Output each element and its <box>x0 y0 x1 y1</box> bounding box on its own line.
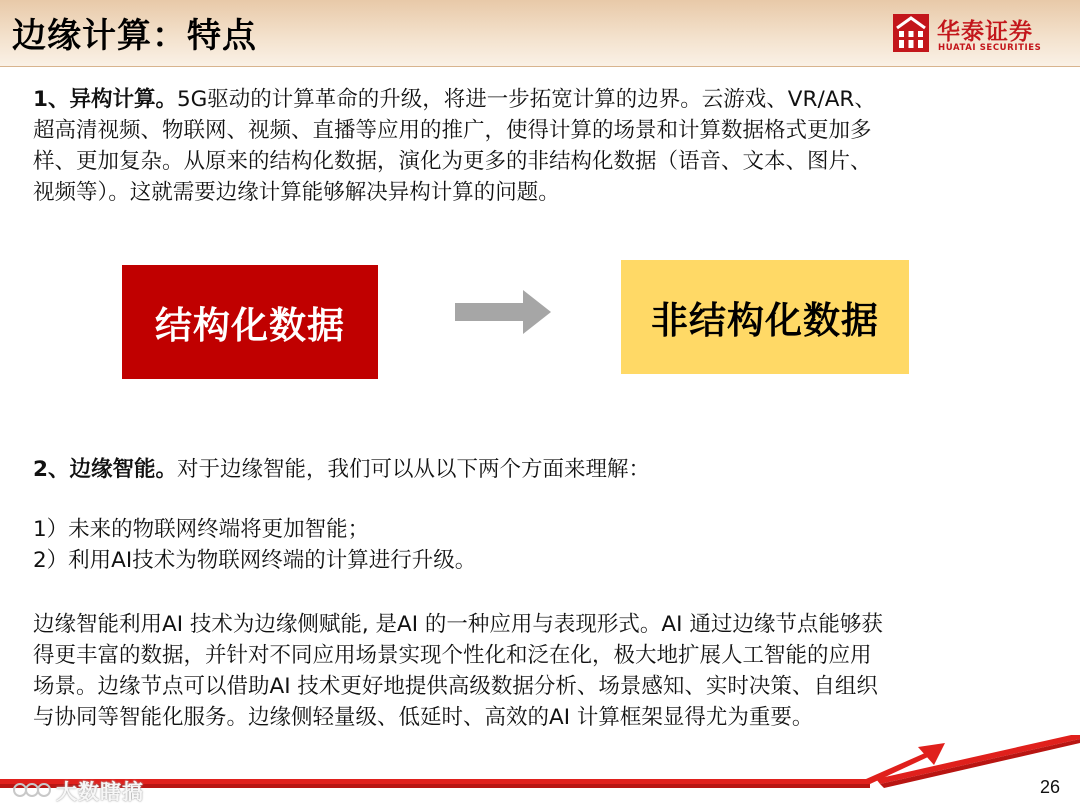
page-number: 26 <box>1040 777 1061 797</box>
section1-line-4: 视频等）。这就需要边缘计算能够解决异构计算的问题。 <box>33 180 560 205</box>
section-heterogeneous-computing <box>33 84 876 208</box>
structured-data-label: 结构化数据 <box>155 304 345 347</box>
right-arrow-icon <box>455 290 551 334</box>
footer-red-arrow-line <box>0 735 1080 810</box>
section1-line-3: 样、更加复杂。从原来的结构化数据，演化为更多的非结构化数据（语音、文本、图片、 <box>33 149 872 174</box>
section2-body-line-1: 边缘智能利用AI 技术为边缘侧赋能, 是AI 的一种应用与表现形式。AI 通过边缘节点能够获 <box>33 612 883 637</box>
watermark-text: 大数瞎搞 <box>56 780 144 804</box>
huatai-logo-icon <box>893 14 929 52</box>
slide-header <box>0 0 1080 67</box>
section1-heading: 1、异构计算。 <box>33 87 177 112</box>
section2-body <box>33 609 883 733</box>
section2-list <box>33 514 476 576</box>
slide-title: 边缘计算：特点 <box>12 16 257 56</box>
logo-name-en: HUATAI SECURITIES <box>938 43 1042 53</box>
watermark-logo-icon <box>12 778 52 802</box>
section2-body-line-2: 得更丰富的数据，并针对不同应用场景实现个性化和泛在化，极大地扩展人工智能的应用 <box>33 643 872 668</box>
section2-intro: 对于边缘智能，我们可以从以下两个方面来理解： <box>176 457 650 482</box>
structured-data-box <box>122 265 378 379</box>
unstructured-data-box <box>621 260 909 374</box>
section-edge-intelligence-intro <box>33 454 650 485</box>
section2-list-item-1: 1）未来的物联网终端将更加智能； <box>33 517 370 542</box>
section2-list-item-2: 2）利用AI技术为物联网终端的计算进行升级。 <box>33 548 477 573</box>
section1-line-2: 超高清视频、物联网、视频、直播等应用的推广，使得计算的场景和计算数据格式更加多 <box>33 118 872 143</box>
unstructured-data-label: 非结构化数据 <box>651 299 879 342</box>
huatai-logo <box>893 13 1063 55</box>
section2-body-line-3: 场景。边缘节点可以借助AI 技术更好地提供高级数据分析、场景感知、实时决策、自组织 <box>33 674 878 699</box>
watermark <box>12 776 152 804</box>
section2-body-line-4: 与协同等智能化服务。边缘侧轻量级、低延时、高效的AI 计算框架显得尤为重要。 <box>33 705 814 730</box>
logo-name-cn: 华泰证券 <box>937 19 1033 45</box>
section1-line-1: 5G驱动的计算革命的升级，将进一步拓宽计算的边界。云游戏、VR/AR、 <box>176 87 876 112</box>
section2-heading: 2、边缘智能。 <box>33 457 177 482</box>
